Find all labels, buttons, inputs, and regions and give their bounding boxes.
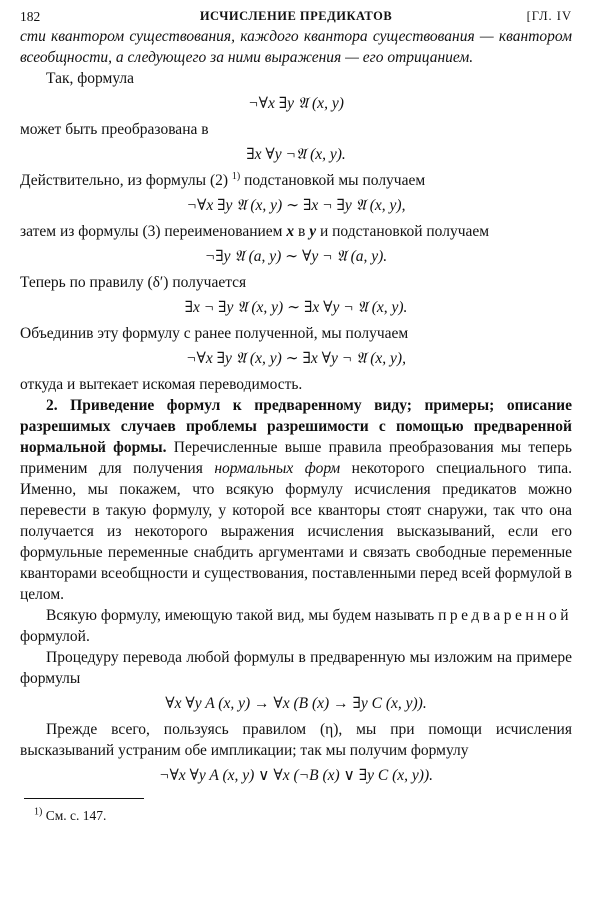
text-run: и подстановкой получаем — [316, 223, 490, 240]
section-paragraph — [20, 395, 572, 605]
paragraph — [20, 221, 572, 242]
spaced-term: предваренной — [438, 607, 572, 624]
text-run: Перечисленные выше правила преобразования мы теперь применим для получения — [20, 439, 572, 477]
paragraph: может быть преобразована в — [20, 121, 209, 138]
text-run: в — [294, 223, 310, 240]
paragraph: Прежде всего, пользуясь правилом (η), мы при помощи исчисления высказываний устраним обе импликации; так мы получим формулу — [20, 721, 572, 759]
emphasis: нормальных форм — [214, 460, 341, 477]
text-run: Всякую формулу, имеющую такой вид, мы будем называть — [46, 607, 439, 624]
footnote-reference: 1) — [231, 170, 241, 182]
formula-2: ∃x ∀y ¬𝔄 (x, y). — [246, 146, 346, 163]
formula-8: ¬∀x ∀y A (x, y) ∨ ∀x (¬B (x) ∨ ∃y C (x, y)). — [158, 767, 433, 784]
paragraph: Теперь по правилу (δ′) получается — [20, 274, 247, 291]
text-run: подстановкой мы получаем — [240, 172, 426, 189]
paragraph: откуда и вытекает искомая переводимость. — [20, 376, 303, 393]
text-run: некоторого специального типа. Именно, мы покажем, что всякую формулу исчисления предикатов можно перевести в такую формулу, у которой все кванторы стоят снаружи, так что она получается из некоторого выражения исчисления высказываний, если его формульные переменные снабдить аргументами и связать свободные переменные кванторами всеобщности и существования, поставленными перед всей формулой в целом. — [20, 460, 572, 603]
chapter-marker: [ГЛ. IV — [526, 9, 572, 23]
paragraph: Процедуру перевода любой формулы в предваренную мы изложим на примере формулы — [20, 649, 572, 687]
paragraph: Объединив эту формулу с ранее полученной, мы получаем — [20, 325, 409, 342]
paragraph — [20, 170, 572, 191]
paragraph — [20, 605, 572, 647]
paragraph: Так, формула — [46, 70, 135, 87]
running-header — [20, 4, 572, 26]
footnote-mark: 1) — [34, 806, 43, 818]
page-number: 182 — [20, 9, 41, 24]
paragraph-continuation: сти квантором существования, каждого квантора существования — квантором всеобщности, а следующего за ними выражения — его отрицанием. — [20, 28, 572, 66]
section-heading: 2. Приведение формул к предваренному виду; примеры; описание разрешимых случаев проблемы разрешимости с помощью предваренной нормальной формы. — [20, 397, 572, 456]
formula-5: ∃x ¬ ∃y 𝔄 (x, y) ∼ ∃x ∀y ¬ 𝔄 (x, y). — [184, 299, 408, 316]
footnote-rule — [24, 798, 144, 799]
formula-4: ¬∃y 𝔄 (a, y) ∼ ∀y ¬ 𝔄 (a, y). — [204, 248, 388, 265]
formula-6: ¬∀x ∃y 𝔄 (x, y) ∼ ∃x ∀y ¬ 𝔄 (x, y), — [186, 350, 406, 367]
variable: y — [309, 223, 317, 240]
footnote — [34, 805, 572, 826]
footnote-text: См. с. 147. — [42, 808, 107, 823]
running-title: ИСЧИСЛЕНИЕ ПРЕДИКАТОВ — [199, 9, 393, 23]
formula-1: ¬∀x ∃y 𝔄 (x, y) — [248, 95, 344, 112]
variable: x — [286, 223, 295, 240]
text-run: затем из формулы (3) переименованием — [20, 223, 287, 240]
text-run: формулой. — [20, 628, 90, 645]
formula-7: ∀x ∀y A (x, y) → ∀x (B (x) → ∃y C (x, y)). — [165, 695, 427, 712]
text-run: Действительно, из формулы (2) — [20, 172, 232, 189]
formula-3: ¬∀x ∃y 𝔄 (x, y) ∼ ∃x ¬ ∃y 𝔄 (x, y), — [186, 197, 406, 214]
